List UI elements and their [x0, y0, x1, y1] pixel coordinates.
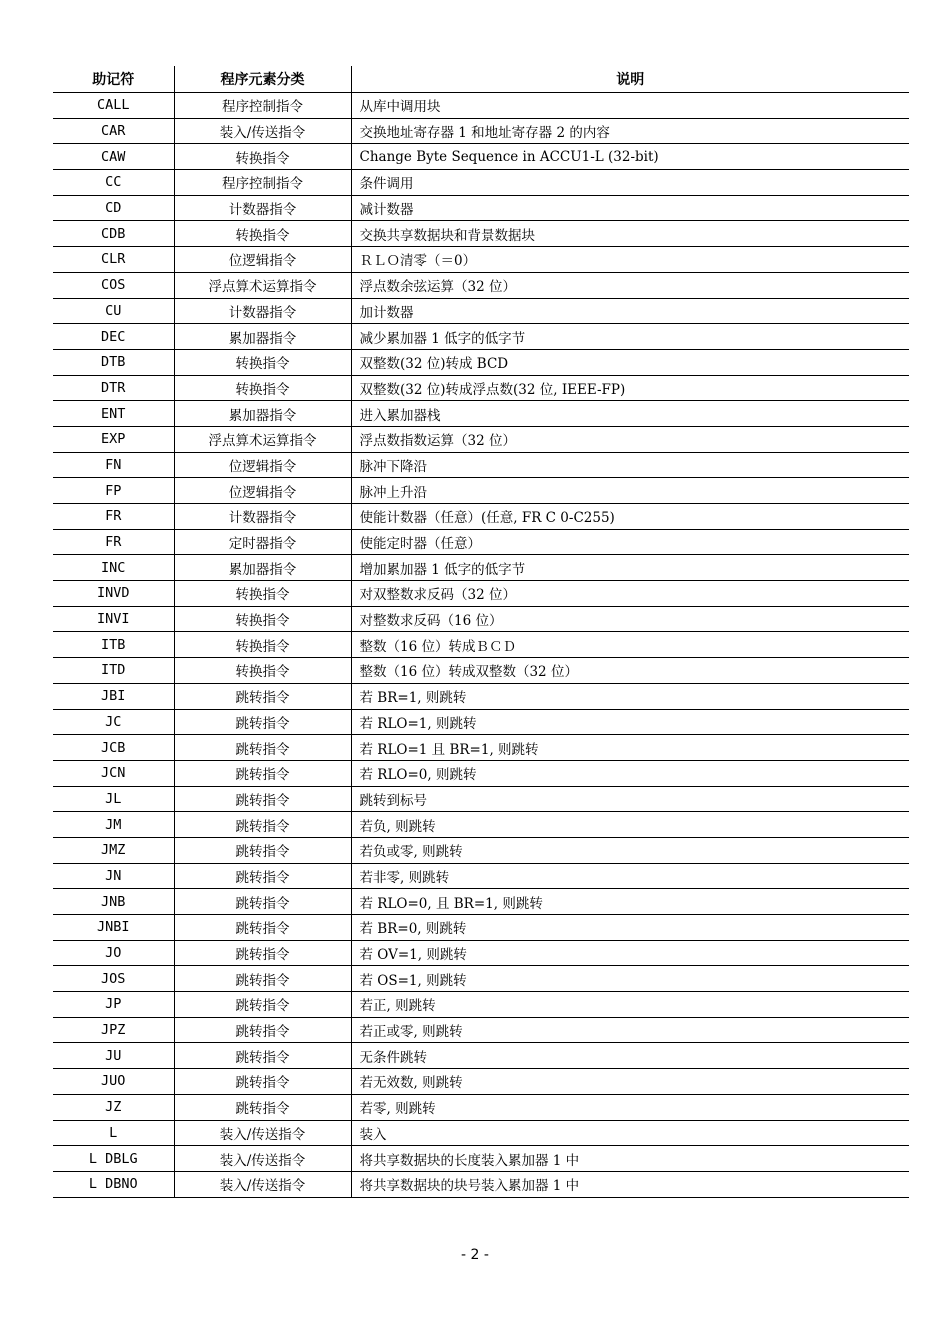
table-row	[53, 349, 909, 375]
category-cell: 转换指令	[174, 606, 351, 632]
description-cell: 使能定时器（任意）	[351, 529, 909, 555]
mnemonic-cell: CDB	[53, 221, 174, 247]
table-row	[53, 272, 909, 298]
mnemonic-cell: DTB	[53, 349, 174, 375]
description-cell: 若 BR=0, 则跳转	[351, 915, 909, 941]
mnemonic-cell: L DBNO	[53, 1171, 174, 1197]
mnemonic-cell: JUO	[53, 1069, 174, 1095]
table-row	[53, 940, 909, 966]
table-row	[53, 247, 909, 273]
description-cell: 增加累加器 1 低字的低字节	[351, 555, 909, 581]
header-mnemonic: 助记符	[53, 66, 174, 93]
description-cell: 整数（16 位）转成ＢＣＤ	[351, 632, 909, 658]
description-cell: 若零, 则跳转	[351, 1094, 909, 1120]
mnemonic-cell: JOS	[53, 966, 174, 992]
category-cell: 转换指令	[174, 658, 351, 684]
header-row	[53, 66, 909, 93]
document-page	[53, 66, 909, 1198]
category-cell: 浮点算术运算指令	[174, 272, 351, 298]
table-row	[53, 144, 909, 170]
description-cell: 减少累加器 1 低字的低字节	[351, 324, 909, 350]
mnemonic-cell: JBI	[53, 683, 174, 709]
category-cell: 转换指令	[174, 632, 351, 658]
table-row	[53, 221, 909, 247]
category-cell: 跳转指令	[174, 683, 351, 709]
header-description: 说明	[351, 66, 909, 93]
description-cell: 若 RLO=0, 则跳转	[351, 760, 909, 786]
description-cell: 若正, 则跳转	[351, 992, 909, 1018]
category-cell: 跳转指令	[174, 837, 351, 863]
description-cell: 若 RLO=0, 且 BR=1, 则跳转	[351, 889, 909, 915]
description-cell: 无条件跳转	[351, 1043, 909, 1069]
category-cell: 位逻辑指令	[174, 452, 351, 478]
table-row	[53, 837, 909, 863]
description-cell: 脉冲上升沿	[351, 478, 909, 504]
table-row	[53, 298, 909, 324]
category-cell: 跳转指令	[174, 1094, 351, 1120]
category-cell: 跳转指令	[174, 915, 351, 941]
category-cell: 跳转指令	[174, 1043, 351, 1069]
category-cell: 计数器指令	[174, 504, 351, 530]
table-row	[53, 606, 909, 632]
category-cell: 累加器指令	[174, 555, 351, 581]
table-row	[53, 426, 909, 452]
description-cell: 浮点数指数运算（32 位）	[351, 426, 909, 452]
description-cell: 脉冲下降沿	[351, 452, 909, 478]
description-cell: 装入	[351, 1120, 909, 1146]
table-row	[53, 324, 909, 350]
mnemonic-cell: JO	[53, 940, 174, 966]
category-cell: 转换指令	[174, 581, 351, 607]
description-cell: 交换地址寄存器 1 和地址寄存器 2 的内容	[351, 118, 909, 144]
mnemonic-cell: DTR	[53, 375, 174, 401]
description-cell: 加计数器	[351, 298, 909, 324]
mnemonic-cell: JNB	[53, 889, 174, 915]
category-cell: 跳转指令	[174, 992, 351, 1018]
description-cell: 若 OS=1, 则跳转	[351, 966, 909, 992]
table-row	[53, 170, 909, 196]
table-row	[53, 529, 909, 555]
mnemonic-cell: JN	[53, 863, 174, 889]
description-cell: 整数（16 位）转成双整数（32 位）	[351, 658, 909, 684]
description-cell: Change Byte Sequence in ACCU1-L (32-bit)	[351, 144, 909, 170]
category-cell: 跳转指令	[174, 812, 351, 838]
mnemonic-cell: CU	[53, 298, 174, 324]
table-row	[53, 1171, 909, 1197]
mnemonic-cell: ENT	[53, 401, 174, 427]
description-cell: 若 RLO=1 且 BR=1, 则跳转	[351, 735, 909, 761]
description-cell: 进入累加器栈	[351, 401, 909, 427]
description-cell: 若负, 则跳转	[351, 812, 909, 838]
category-cell: 跳转指令	[174, 966, 351, 992]
description-cell: 减计数器	[351, 195, 909, 221]
mnemonic-cell: CD	[53, 195, 174, 221]
category-cell: 转换指令	[174, 375, 351, 401]
category-cell: 累加器指令	[174, 401, 351, 427]
mnemonic-cell: CALL	[53, 93, 174, 119]
mnemonic-cell: CLR	[53, 247, 174, 273]
description-cell: 浮点数余弦运算（32 位）	[351, 272, 909, 298]
mnemonic-cell: JU	[53, 1043, 174, 1069]
category-cell: 位逻辑指令	[174, 478, 351, 504]
description-cell: 交换共享数据块和背景数据块	[351, 221, 909, 247]
description-cell: 若正或零, 则跳转	[351, 1017, 909, 1043]
table-row	[53, 915, 909, 941]
category-cell: 装入/传送指令	[174, 118, 351, 144]
table-row	[53, 992, 909, 1018]
header-category: 程序元素分类	[174, 66, 351, 93]
mnemonic-cell: L	[53, 1120, 174, 1146]
table-row	[53, 93, 909, 119]
category-cell: 跳转指令	[174, 760, 351, 786]
table-row	[53, 889, 909, 915]
category-cell: 转换指令	[174, 349, 351, 375]
table-row	[53, 1094, 909, 1120]
mnemonic-cell: JMZ	[53, 837, 174, 863]
mnemonic-cell: ITD	[53, 658, 174, 684]
category-cell: 计数器指令	[174, 298, 351, 324]
mnemonic-cell: JCB	[53, 735, 174, 761]
description-cell: 条件调用	[351, 170, 909, 196]
table-row	[53, 375, 909, 401]
table-row	[53, 735, 909, 761]
description-cell: 从库中调用块	[351, 93, 909, 119]
table-row	[53, 812, 909, 838]
table-header	[53, 66, 909, 93]
mnemonic-cell: FR	[53, 529, 174, 555]
mnemonic-cell: FR	[53, 504, 174, 530]
category-cell: 转换指令	[174, 144, 351, 170]
mnemonic-cell: INVI	[53, 606, 174, 632]
instruction-table	[53, 66, 909, 1198]
category-cell: 跳转指令	[174, 940, 351, 966]
table-row	[53, 478, 909, 504]
mnemonic-cell: JCN	[53, 760, 174, 786]
description-cell: 跳转到标号	[351, 786, 909, 812]
description-cell: 若非零, 则跳转	[351, 863, 909, 889]
table-row	[53, 1069, 909, 1095]
table-row	[53, 1120, 909, 1146]
mnemonic-cell: CAR	[53, 118, 174, 144]
description-cell: 双整数(32 位)转成浮点数(32 位, IEEE-FP)	[351, 375, 909, 401]
category-cell: 程序控制指令	[174, 93, 351, 119]
mnemonic-cell: JC	[53, 709, 174, 735]
mnemonic-cell: COS	[53, 272, 174, 298]
table-row	[53, 658, 909, 684]
description-cell: 若负或零, 则跳转	[351, 837, 909, 863]
mnemonic-cell: FN	[53, 452, 174, 478]
description-cell: 若 OV=1, 则跳转	[351, 940, 909, 966]
category-cell: 装入/传送指令	[174, 1171, 351, 1197]
mnemonic-cell: CC	[53, 170, 174, 196]
description-cell: 若无效数, 则跳转	[351, 1069, 909, 1095]
table-body	[53, 93, 909, 1198]
description-cell: 将共享数据块的长度装入累加器 1 中	[351, 1146, 909, 1172]
mnemonic-cell: ITB	[53, 632, 174, 658]
mnemonic-cell: JM	[53, 812, 174, 838]
category-cell: 跳转指令	[174, 735, 351, 761]
table-row	[53, 683, 909, 709]
category-cell: 跳转指令	[174, 863, 351, 889]
table-row	[53, 1043, 909, 1069]
table-row	[53, 452, 909, 478]
category-cell: 浮点算术运算指令	[174, 426, 351, 452]
mnemonic-cell: L DBLG	[53, 1146, 174, 1172]
description-cell: 若 RLO=1, 则跳转	[351, 709, 909, 735]
table-row	[53, 118, 909, 144]
table-row	[53, 401, 909, 427]
table-row	[53, 632, 909, 658]
table-row	[53, 581, 909, 607]
category-cell: 位逻辑指令	[174, 247, 351, 273]
description-cell: 使能计数器（任意）(任意, FR C 0-C255)	[351, 504, 909, 530]
category-cell: 跳转指令	[174, 709, 351, 735]
mnemonic-cell: JL	[53, 786, 174, 812]
description-cell: ＲＬＯ清零（＝0）	[351, 247, 909, 273]
table-row	[53, 195, 909, 221]
mnemonic-cell: JZ	[53, 1094, 174, 1120]
category-cell: 跳转指令	[174, 1069, 351, 1095]
mnemonic-cell: FP	[53, 478, 174, 504]
table-row	[53, 504, 909, 530]
mnemonic-cell: DEC	[53, 324, 174, 350]
page-number: - 2 -	[461, 1247, 489, 1263]
table-row	[53, 709, 909, 735]
category-cell: 累加器指令	[174, 324, 351, 350]
category-cell: 装入/传送指令	[174, 1120, 351, 1146]
table-row	[53, 863, 909, 889]
mnemonic-cell: EXP	[53, 426, 174, 452]
category-cell: 跳转指令	[174, 1017, 351, 1043]
mnemonic-cell: JP	[53, 992, 174, 1018]
mnemonic-cell: CAW	[53, 144, 174, 170]
table-row	[53, 966, 909, 992]
table-row	[53, 760, 909, 786]
category-cell: 转换指令	[174, 221, 351, 247]
mnemonic-cell: INC	[53, 555, 174, 581]
category-cell: 程序控制指令	[174, 170, 351, 196]
description-cell: 对双整数求反码（32 位）	[351, 581, 909, 607]
mnemonic-cell: JPZ	[53, 1017, 174, 1043]
mnemonic-cell: JNBI	[53, 915, 174, 941]
table-row	[53, 1017, 909, 1043]
description-cell: 对整数求反码（16 位）	[351, 606, 909, 632]
table-row	[53, 555, 909, 581]
description-cell: 双整数(32 位)转成 BCD	[351, 349, 909, 375]
description-cell: 若 BR=1, 则跳转	[351, 683, 909, 709]
category-cell: 计数器指令	[174, 195, 351, 221]
table-row	[53, 1146, 909, 1172]
category-cell: 定时器指令	[174, 529, 351, 555]
description-cell: 将共享数据块的块号装入累加器 1 中	[351, 1171, 909, 1197]
category-cell: 装入/传送指令	[174, 1146, 351, 1172]
category-cell: 跳转指令	[174, 889, 351, 915]
table-row	[53, 786, 909, 812]
category-cell: 跳转指令	[174, 786, 351, 812]
mnemonic-cell: INVD	[53, 581, 174, 607]
